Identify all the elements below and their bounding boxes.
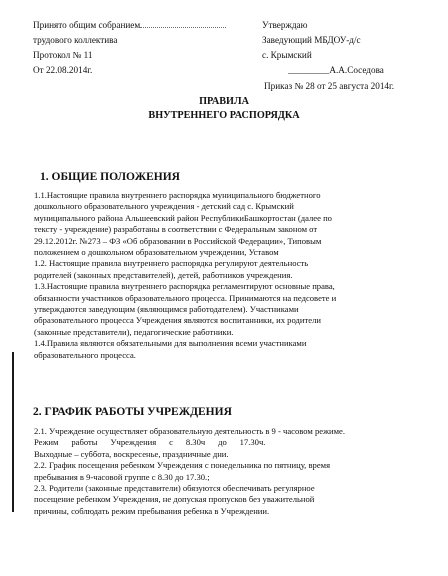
section2-paragraph-3: 2.3. Родители (законные представители) обязуются обеспечивать регулярное посещение ребенком Учреждения, не допуская пропусков без уважительной причины, соблюдать режим пребывания ребенка в Учреждении. bbox=[34, 483, 315, 516]
section2-heading: 2. ГРАФИК РАБОТЫ УЧРЕЖДЕНИЯ bbox=[33, 406, 232, 418]
approval-right-line2: Заведующий МБДОУ-д/с bbox=[262, 35, 361, 45]
section1-heading: 1. ОБЩИЕ ПОЛОЖЕНИЯ bbox=[40, 171, 180, 183]
approval-left-line3: Протокол № 11 bbox=[33, 50, 93, 60]
section2-body bbox=[34, 426, 420, 517]
section1-body bbox=[34, 190, 420, 361]
approval-left-line2: трудового коллектива bbox=[33, 35, 118, 45]
section2-paragraph-1: 2.1. Учреждение осуществляет образовательную деятельность в 9 - часовом режиме. Режим работы Учреждения с 8.30ч до 17.30ч. Выходные – суббота, воскресенье, праздничные дни. bbox=[34, 426, 346, 459]
scan-edge-bar bbox=[12, 352, 14, 512]
section1-paragraph-1: 1.1.Настоящие правила внутреннего распорядка муниципального бюджетного дошкольного образовательного учреждения - детский сад с. Крымский муниципального района Альшеевский район РеспубликиБашкортостан (далее по тексту - учреждение) разработаны в соответствии с Федеральным законом от 29.12.2012г. №273 – ФЗ «Об образовании в Российской Федерации», Типовым положением о дошкольном образовательном учреждении, Уставом bbox=[34, 190, 332, 258]
order-line: Приказ № 28 от 25 августа 2014г. bbox=[264, 81, 395, 91]
section1-paragraph-3: 1.3.Настоящие правила внутреннего распорядка регламентируют основные права, обязанности участников образовательного процесса. Принимаются на педсовете и утверждаются заведующим (являющимся работодателем). Участниками образовательного процесса Учреждения являются воспитанники, их родители (законные представители), педагогические работники. bbox=[34, 281, 337, 337]
document-title-line1: ПРАВИЛА bbox=[199, 96, 249, 107]
approval-right-line3: с. Крымский bbox=[262, 50, 312, 60]
section2-paragraph-2: 2.2. График посещения ребенком Учреждения с понедельника по пятницу, время пребывания в 9-часовой группе с 8.30 до 17.30.; bbox=[34, 460, 331, 482]
approval-right-line1: Утверждаю bbox=[262, 20, 308, 30]
approval-left-block bbox=[33, 20, 226, 76]
document-title-line2: ВНУТРЕННЕГО РАСПОРЯДКА bbox=[148, 110, 300, 121]
section1-paragraph-4: 1.4.Правила являются обязательными для выполнения всеми участниками образовательного процесса. bbox=[34, 338, 307, 360]
approval-right-block bbox=[262, 20, 384, 76]
approval-right-line4: _________А.А.Соседова bbox=[288, 65, 384, 75]
section1-paragraph-2: 1.2. Настоящие правила внутреннего распорядка регулируют деятельность родителей (законных представителей), детей, работников учреждения. bbox=[34, 258, 309, 280]
approval-left-line4: От 22.08.2014г. bbox=[33, 65, 93, 75]
approval-left-line1: Принято общим собранием bbox=[33, 20, 226, 31]
